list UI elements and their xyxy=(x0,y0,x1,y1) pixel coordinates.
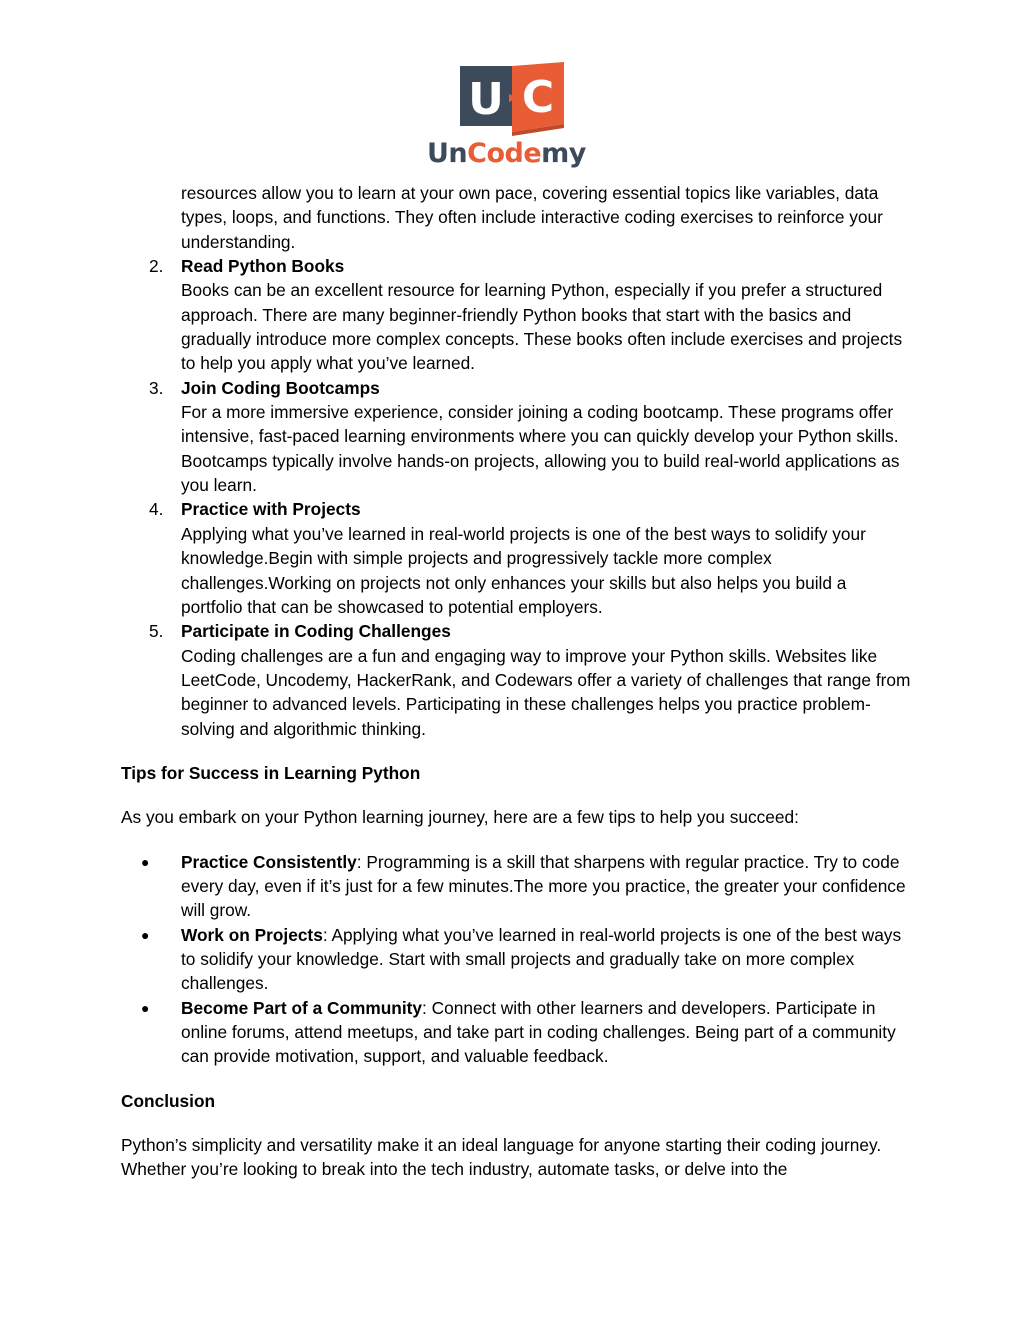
logo-wordmark-part2: Code xyxy=(467,138,542,169)
logo-mark-icon xyxy=(425,62,600,138)
logo-wordmark xyxy=(427,138,586,170)
tip-body: : Programming is a skill that sharpens with regular practice. Try to code every day, even if it’s just for a few minutes.The more you practice, the greater your confidence will grow. xyxy=(181,851,906,921)
list-item xyxy=(121,254,911,376)
uncodemy-logo xyxy=(425,62,600,174)
list-number: 2. xyxy=(149,256,164,277)
tip-title: Become Part of a Community xyxy=(181,997,423,1018)
list-item-body: Books can be an excellent resource for learning Python, especially if you prefer a structured approach. There are many beginner-friendly Python books that start with the basics and gradually introduce more complex concepts. These books often include exercises and projects to help you apply what you’ve learned. xyxy=(181,280,903,374)
logo-mark-left: U xyxy=(468,74,504,125)
list-item xyxy=(121,850,911,923)
tip-title: Practice Consistently xyxy=(181,851,357,872)
list-item xyxy=(121,376,911,498)
list-item xyxy=(121,996,911,1069)
list-item-title: Practice with Projects xyxy=(181,499,361,520)
tips-list xyxy=(121,850,911,1069)
tip-body: : Connect with other learners and developers. Participate in online forums, attend meetups, and take part in coding challenges. Being part of a community can provide motivation, support, and valuable feedback. xyxy=(181,997,896,1067)
learning-methods-list xyxy=(121,254,911,741)
conclusion-paragraph: Python’s simplicity and versatility make it an ideal language for anyone starting their coding journey. Whether you’re looking to break into the tech industry, automate tasks, or delve into the xyxy=(121,1135,882,1180)
bullet-icon: ● xyxy=(141,999,150,1016)
tips-intro: As you embark on your Python learning journey, here are a few tips to help you succeed: xyxy=(121,807,799,828)
list-item-body: For a more immersive experience, consider joining a coding bootcamp. These programs offer intensive, fast-paced learning environments where you can quickly develop your Python skills. Bootcamps typically involve hands-on projects, allowing you to build real-world applications as you learn. xyxy=(181,402,900,496)
list-item-body: Applying what you’ve learned in real-world projects is one of the best ways to solidify your knowledge.Begin with simple projects and progressively tackle more complex challenges.Working on projects not only enhances your skills but also helps you build a portfolio that can be showcased to potential employers. xyxy=(181,523,866,617)
bullet-icon: ● xyxy=(141,926,150,943)
list-number: 4. xyxy=(149,499,164,520)
tip-title: Work on Projects xyxy=(181,924,323,945)
list-number: 5. xyxy=(149,621,164,642)
list-item xyxy=(121,923,911,996)
bullet-icon: ● xyxy=(141,853,150,870)
list-item xyxy=(121,497,911,619)
tips-heading: Tips for Success in Learning Python xyxy=(121,762,421,783)
logo-wordmark-part1: Un xyxy=(427,138,468,169)
list-number: 3. xyxy=(149,377,164,398)
document-content xyxy=(121,181,911,1182)
logo-mark-right: C xyxy=(521,72,555,123)
list-item xyxy=(121,619,911,741)
continued-paragraph: resources allow you to learn at your own pace, covering essential topics like variables, data types, loops, and functions. They often include interactive coding exercises to reinforce your understanding. xyxy=(181,183,883,252)
list-item-title: Participate in Coding Challenges xyxy=(181,621,451,642)
tip-body: : Applying what you’ve learned in real-world projects is one of the best ways to solidify your knowledge. Start with small projects and gradually take on more complex challenges. xyxy=(181,924,902,994)
logo-wordmark-part3: my xyxy=(541,138,586,169)
list-item-title: Read Python Books xyxy=(181,256,345,277)
conclusion-heading: Conclusion xyxy=(121,1090,216,1111)
list-item-title: Join Coding Bootcamps xyxy=(181,377,380,398)
list-item-body: Coding challenges are a fun and engaging way to improve your Python skills. Websites like LeetCode, Uncodemy, HackerRank, and Codewars offer a variety of challenges that range from beginner to advanced levels. Participating in these challenges helps you practice problem-solving and algorithmic thinking. xyxy=(181,645,911,739)
